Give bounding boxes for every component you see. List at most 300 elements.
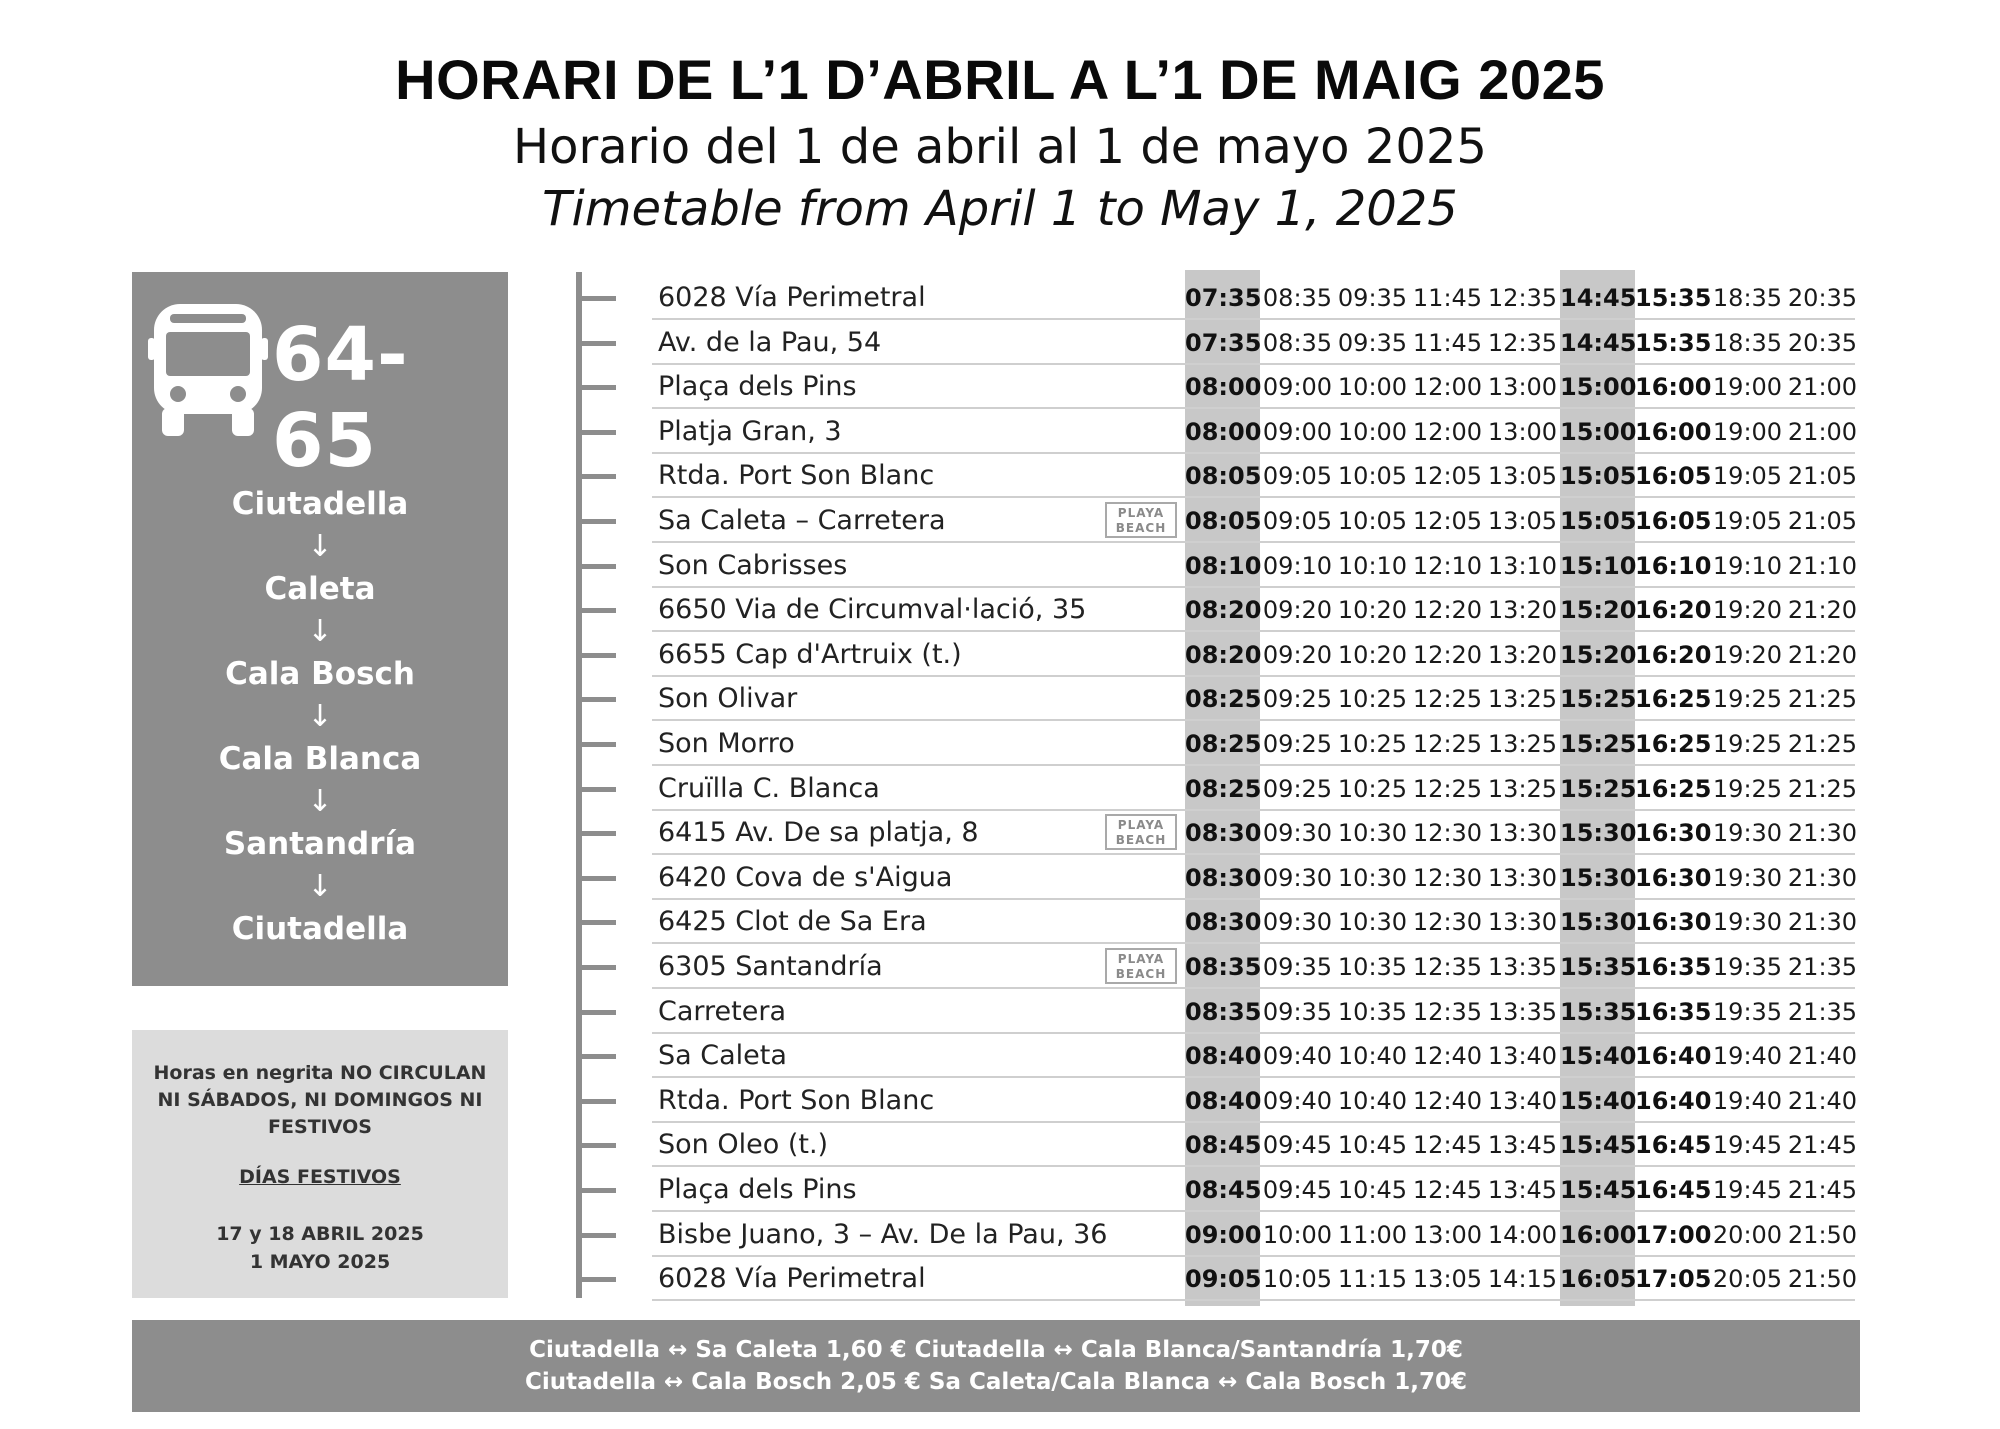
- stop-tick: [576, 385, 616, 390]
- departure-time: 10:05: [1337, 507, 1408, 535]
- departure-time: 07:35: [1185, 284, 1262, 312]
- departure-time: 12:20: [1412, 640, 1483, 669]
- title-catalan: HORARI DE L’1 D’ABRIL A L’1 DE MAIG 2025: [395, 48, 1605, 111]
- departure-time: 15:00: [1560, 373, 1637, 402]
- departure-time: 09:20: [1262, 596, 1333, 625]
- departure-time: 08:40: [1185, 1042, 1262, 1071]
- departure-time: 10:00: [1337, 417, 1408, 446]
- departure-time: 08:00: [1185, 373, 1262, 402]
- table-row: [650, 811, 1858, 855]
- route-stop: Ciutadella: [231, 911, 409, 947]
- departure-time: 14:00: [1487, 1220, 1558, 1249]
- departure-time: 15:25: [1560, 730, 1637, 758]
- departure-time: 19:00: [1712, 373, 1783, 402]
- down-arrow-icon: ↓: [307, 529, 333, 564]
- stop-tick: [576, 519, 616, 524]
- beach-badge-line: BEACH: [1115, 833, 1167, 848]
- bold-hours-notice: Horas en negrita NO CIRCULAN NI SÁBADOS, NI DOMINGOS NI FESTIVOS: [153, 1062, 487, 1138]
- table-row: [650, 945, 1858, 989]
- departure-time: 09:30: [1262, 819, 1333, 848]
- departure-time: 20:35: [1787, 328, 1858, 357]
- fares-line: Ciutadella ↔ Sa Caleta 1,60 € Ciutadella ↔ Cala Blanca/Santandría 1,70€: [529, 1337, 1463, 1363]
- departure-time: 21:25: [1787, 730, 1858, 758]
- departure-time: 16:25: [1635, 685, 1712, 714]
- departure-time: 09:05: [1185, 1265, 1262, 1294]
- down-arrow-icon: ↓: [307, 784, 333, 819]
- departure-time: 14:15: [1487, 1265, 1558, 1294]
- stop-tick: [576, 430, 616, 435]
- stop-name: Sa Caleta – Carretera: [658, 505, 946, 536]
- stop-name: 6028 Vía Perimetral: [658, 282, 926, 313]
- departure-time: 09:45: [1262, 1131, 1333, 1160]
- stop-tick: [576, 697, 616, 702]
- departure-time: 19:30: [1712, 863, 1783, 892]
- departure-time: 16:35: [1635, 997, 1712, 1026]
- departure-time: 09:00: [1185, 1220, 1262, 1249]
- departure-time: 19:20: [1712, 596, 1783, 625]
- departure-time: 19:45: [1712, 1131, 1783, 1160]
- table-row: [650, 722, 1858, 766]
- departure-time: 12:00: [1412, 373, 1483, 402]
- table-row: [650, 454, 1858, 498]
- stop-name: Platja Gran, 3: [658, 415, 842, 447]
- departure-time: 13:25: [1487, 730, 1558, 758]
- departure-time: 21:45: [1787, 1131, 1858, 1160]
- departure-time: 21:40: [1787, 1042, 1858, 1071]
- departure-time: 19:00: [1712, 417, 1783, 446]
- departure-time: 16:40: [1635, 1042, 1712, 1071]
- departure-time: 10:40: [1337, 1086, 1408, 1115]
- departure-time: 20:00: [1712, 1220, 1783, 1249]
- departure-time: 10:20: [1337, 640, 1408, 669]
- departure-time: 19:35: [1712, 953, 1783, 981]
- stop-name: 6650 Via de Circumval·lació, 35: [658, 594, 1087, 626]
- notes-panel: [132, 1030, 508, 1298]
- departure-time: 19:05: [1712, 507, 1783, 535]
- departure-time: 10:25: [1337, 730, 1408, 758]
- stop-name: 6425 Clot de Sa Era: [658, 906, 927, 938]
- departure-time: 14:45: [1560, 284, 1637, 312]
- title-english: Timetable from April 1 to May 1, 2025: [542, 181, 1458, 237]
- departure-time: 16:30: [1635, 819, 1712, 848]
- departure-time: 13:40: [1487, 1042, 1558, 1071]
- departure-time: 19:40: [1712, 1086, 1783, 1115]
- bus-icon: [148, 300, 268, 440]
- stop-name: Plaça dels Pins: [658, 1174, 857, 1205]
- departure-time: 12:30: [1412, 863, 1483, 892]
- down-arrow-icon: ↓: [307, 614, 333, 649]
- departure-time: 13:20: [1487, 596, 1558, 625]
- departure-time: 08:25: [1185, 730, 1262, 758]
- departure-time: 09:10: [1262, 551, 1333, 580]
- departure-time: 09:20: [1262, 640, 1333, 669]
- departure-time: 15:45: [1560, 1131, 1637, 1160]
- beach-badge: [1105, 948, 1177, 984]
- stop-tick: [576, 1233, 616, 1238]
- departure-time: 13:30: [1487, 819, 1558, 848]
- departure-time: 09:00: [1262, 373, 1333, 402]
- departure-time: 21:20: [1787, 596, 1858, 625]
- stop-name: Rtda. Port Son Blanc: [658, 460, 935, 492]
- departure-time: 12:10: [1412, 551, 1483, 580]
- departure-time: 16:45: [1635, 1176, 1712, 1204]
- stop-tick: [576, 787, 616, 792]
- stop-tick: [576, 296, 616, 301]
- departure-time: 15:05: [1560, 462, 1637, 491]
- departure-time: 09:00: [1262, 417, 1333, 446]
- departure-time: 21:40: [1787, 1086, 1858, 1115]
- departure-time: 21:25: [1787, 685, 1858, 714]
- departure-time: 13:10: [1487, 551, 1558, 580]
- stop-name: 6655 Cap d'Artruix (t.): [658, 638, 962, 670]
- departure-time: 16:10: [1635, 551, 1712, 580]
- departure-time: 12:45: [1412, 1176, 1483, 1204]
- departure-time: 13:05: [1487, 507, 1558, 535]
- departure-time: 16:00: [1560, 1220, 1637, 1249]
- departure-time: 09:35: [1262, 997, 1333, 1026]
- stop-tick: [576, 831, 616, 836]
- departure-time: 10:00: [1337, 373, 1408, 402]
- departure-time: 13:30: [1487, 863, 1558, 892]
- departure-time: 09:05: [1262, 507, 1333, 535]
- stop-tick: [576, 1054, 616, 1059]
- table-row: [650, 1168, 1858, 1212]
- route-number: 64-65: [272, 312, 409, 484]
- stop-tick: [576, 341, 616, 346]
- title-spanish: Horario del 1 de abril al 1 de mayo 2025: [513, 119, 1487, 175]
- holiday-date: 1 MAYO 2025: [249, 1251, 391, 1273]
- departure-time: 12:35: [1412, 953, 1483, 981]
- stop-name: Son Cabrisses: [658, 549, 848, 581]
- departure-time: 08:10: [1185, 551, 1262, 580]
- table-row: [650, 1123, 1858, 1167]
- departure-time: 12:25: [1412, 774, 1483, 803]
- departure-time: 11:45: [1412, 328, 1483, 357]
- table-row: [650, 499, 1858, 543]
- stop-name: 6305 Santandría: [658, 951, 883, 982]
- departure-time: 15:00: [1560, 417, 1637, 446]
- departure-time: 13:45: [1487, 1131, 1558, 1160]
- departure-time: 19:30: [1712, 908, 1783, 937]
- stop-tick: [576, 742, 616, 747]
- departure-time: 13:00: [1487, 373, 1558, 402]
- departure-time: 21:25: [1787, 774, 1858, 803]
- departure-time: 15:05: [1560, 507, 1637, 535]
- departure-time: 21:35: [1787, 997, 1858, 1026]
- route-stop: Cala Bosch: [225, 656, 415, 692]
- departure-time: 08:35: [1262, 284, 1333, 312]
- beach-badge-line: BEACH: [1115, 967, 1167, 981]
- beach-badge-line: PLAYA: [1117, 818, 1165, 833]
- table-row: [650, 1079, 1858, 1123]
- departure-time: 13:25: [1487, 774, 1558, 803]
- departure-time: 09:30: [1262, 908, 1333, 937]
- table-row: [650, 321, 1858, 365]
- stop-tick: [576, 608, 616, 613]
- departure-time: 16:30: [1635, 908, 1712, 937]
- departure-time: 15:35: [1560, 953, 1637, 981]
- beach-badge: [1105, 502, 1177, 538]
- stop-tick: [576, 1099, 616, 1104]
- departure-time: 10:35: [1337, 997, 1408, 1026]
- departure-time: 15:40: [1560, 1042, 1637, 1071]
- departure-time: 09:25: [1262, 774, 1333, 803]
- departure-time: 21:35: [1787, 953, 1858, 981]
- departure-time: 08:20: [1185, 596, 1262, 625]
- departure-time: 09:35: [1262, 953, 1333, 981]
- departure-time: 08:40: [1185, 1086, 1262, 1115]
- departure-time: 21:30: [1787, 819, 1858, 848]
- departure-time: 15:10: [1560, 551, 1637, 580]
- stop-name: Bisbe Juano, 3 – Av. De la Pau, 36: [658, 1218, 1108, 1250]
- departure-time: 21:00: [1787, 417, 1858, 446]
- departure-time: 19:25: [1712, 730, 1783, 758]
- beach-badge-line: PLAYA: [1117, 952, 1165, 966]
- departure-time: 08:00: [1185, 417, 1262, 446]
- departure-time: 21:10: [1787, 551, 1858, 580]
- departure-time: 13:35: [1487, 997, 1558, 1026]
- departure-time: 19:45: [1712, 1176, 1783, 1204]
- departure-time: 19:40: [1712, 1042, 1783, 1071]
- departure-time: 12:35: [1487, 284, 1558, 312]
- departure-time: 16:00: [1635, 417, 1712, 446]
- departure-time: 08:25: [1185, 685, 1262, 714]
- departure-time: 16:05: [1635, 462, 1712, 491]
- departure-time: 16:20: [1635, 596, 1712, 625]
- departure-time: 09:30: [1262, 863, 1333, 892]
- departure-time: 16:25: [1635, 774, 1712, 803]
- departure-time: 19:30: [1712, 819, 1783, 848]
- departure-time: 07:35: [1185, 328, 1262, 357]
- departure-time: 15:35: [1560, 997, 1637, 1026]
- beach-badge-line: BEACH: [1115, 521, 1167, 535]
- departure-time: 16:05: [1560, 1265, 1637, 1294]
- departure-time: 12:35: [1487, 328, 1558, 357]
- departure-time: 19:20: [1712, 640, 1783, 669]
- departure-time: 21:30: [1787, 863, 1858, 892]
- departure-time: 21:50: [1787, 1220, 1858, 1249]
- route-stop: Ciutadella: [231, 486, 409, 522]
- departure-time: 15:40: [1560, 1086, 1637, 1115]
- departure-time: 08:30: [1185, 863, 1262, 892]
- departure-time: 20:35: [1787, 284, 1858, 312]
- departure-time: 10:30: [1337, 863, 1408, 892]
- table-row: [650, 856, 1858, 900]
- down-arrow-icon: ↓: [307, 869, 333, 904]
- departure-time: 08:35: [1185, 997, 1262, 1026]
- departure-time: 20:05: [1712, 1265, 1783, 1294]
- holidays-dates: [132, 1220, 508, 1276]
- departure-time: 13:05: [1487, 462, 1558, 491]
- departure-time: 21:05: [1787, 462, 1858, 491]
- stop-name: 6028 Vía Perimetral: [658, 1263, 926, 1295]
- stop-tick: [576, 1188, 616, 1193]
- departure-time: 17:00: [1635, 1220, 1712, 1249]
- stop-name: 6415 Av. De sa platja, 8: [658, 817, 979, 849]
- departure-time: 10:40: [1337, 1042, 1408, 1071]
- departure-time: 10:25: [1337, 685, 1408, 714]
- departure-time: 16:05: [1635, 507, 1712, 535]
- stop-tick: [576, 653, 616, 658]
- departure-time: 21:05: [1787, 507, 1858, 535]
- departure-time: 08:05: [1185, 462, 1262, 491]
- table-row: [650, 1257, 1858, 1301]
- stop-name: 6420 Cova de s'Aigua: [658, 861, 953, 893]
- table-row: [650, 900, 1858, 944]
- holiday-date: 17 y 18 ABRIL 2025: [216, 1223, 424, 1245]
- departure-time: 12:40: [1412, 1042, 1483, 1071]
- departure-time: 15:25: [1560, 685, 1637, 714]
- stop-name: Plaça dels Pins: [658, 371, 857, 403]
- stop-name: Son Olivar: [658, 683, 798, 715]
- departure-time: 14:45: [1560, 328, 1637, 357]
- departure-time: 19:25: [1712, 774, 1783, 803]
- departure-time: 13:45: [1487, 1176, 1558, 1204]
- departure-time: 13:05: [1412, 1265, 1483, 1294]
- departure-time: 10:45: [1337, 1131, 1408, 1160]
- departure-time: 10:20: [1337, 596, 1408, 625]
- departure-time: 12:45: [1412, 1131, 1483, 1160]
- table-row: [650, 276, 1858, 320]
- stop-name: Av. de la Pau, 54: [658, 326, 882, 358]
- departure-time: 16:00: [1635, 373, 1712, 402]
- departure-time: 16:40: [1635, 1086, 1712, 1115]
- departure-time: 15:25: [1560, 774, 1637, 803]
- table-row: [650, 990, 1858, 1034]
- table-row: [650, 767, 1858, 811]
- departure-time: 08:20: [1185, 640, 1262, 669]
- departure-time: 08:25: [1185, 774, 1262, 803]
- table-row: [650, 677, 1858, 721]
- departure-time: 13:00: [1487, 417, 1558, 446]
- departure-time: 19:05: [1712, 462, 1783, 491]
- departure-time: 13:40: [1487, 1086, 1558, 1115]
- stop-name: Son Morro: [658, 728, 795, 759]
- departure-time: 21:50: [1787, 1265, 1858, 1294]
- departure-time: 19:35: [1712, 997, 1783, 1026]
- departure-time: 09:40: [1262, 1042, 1333, 1071]
- stop-name: Cruïlla C. Blanca: [658, 772, 880, 804]
- departure-time: 17:05: [1635, 1265, 1712, 1294]
- departure-time: 12:30: [1412, 819, 1483, 848]
- departure-time: 09:40: [1262, 1086, 1333, 1115]
- departure-time: 16:35: [1635, 953, 1712, 981]
- stop-tick: [576, 564, 616, 569]
- departure-time: 13:30: [1487, 908, 1558, 937]
- departure-time: 10:25: [1337, 774, 1408, 803]
- departure-time: 12:25: [1412, 685, 1483, 714]
- departure-time: 10:00: [1262, 1220, 1333, 1249]
- departure-time: 10:10: [1337, 551, 1408, 580]
- stop-name: Carretera: [658, 995, 786, 1027]
- departure-time: 15:45: [1560, 1176, 1637, 1204]
- stop-name: Rtda. Port Son Blanc: [658, 1084, 935, 1116]
- departure-time: 08:05: [1185, 507, 1262, 535]
- departure-time: 09:25: [1262, 730, 1333, 758]
- departure-time: 15:20: [1560, 640, 1637, 669]
- table-row: [650, 544, 1858, 588]
- stop-tick: [576, 965, 616, 970]
- departure-time: 12:00: [1412, 417, 1483, 446]
- stop-tick: [576, 876, 616, 881]
- departure-time: 19:25: [1712, 685, 1783, 714]
- departure-time: 09:25: [1262, 685, 1333, 714]
- departure-time: 08:45: [1185, 1176, 1262, 1204]
- departure-time: 11:00: [1337, 1220, 1408, 1249]
- departure-time: 16:20: [1635, 640, 1712, 669]
- beach-badge: [1105, 814, 1177, 850]
- departure-time: 15:30: [1560, 819, 1637, 848]
- departure-time: 15:35: [1635, 328, 1712, 357]
- table-row: [650, 410, 1858, 454]
- departure-time: 09:05: [1262, 462, 1333, 491]
- departure-time: 09:35: [1337, 328, 1408, 357]
- route-stop: Caleta: [264, 571, 376, 607]
- departure-time: 12:20: [1412, 596, 1483, 625]
- stop-name: Sa Caleta: [658, 1040, 787, 1072]
- departure-time: 08:30: [1185, 908, 1262, 937]
- departure-time: 12:40: [1412, 1086, 1483, 1115]
- table-row: [650, 1034, 1858, 1078]
- departure-time: 16:45: [1635, 1131, 1712, 1160]
- departure-time: 19:10: [1712, 551, 1783, 580]
- table-row: [650, 588, 1858, 632]
- departure-time: 15:35: [1635, 284, 1712, 312]
- departure-time: 08:30: [1185, 819, 1262, 848]
- stop-tick: [576, 1143, 616, 1148]
- departure-time: 16:25: [1635, 730, 1712, 758]
- departure-time: 16:30: [1635, 863, 1712, 892]
- departure-time: 18:35: [1712, 284, 1783, 312]
- table-row: [650, 633, 1858, 677]
- stop-tick: [576, 920, 616, 925]
- departure-time: 15:30: [1560, 863, 1637, 892]
- departure-time: 13:25: [1487, 685, 1558, 714]
- route-stop-list: [132, 482, 508, 951]
- departure-time: 10:05: [1262, 1265, 1333, 1294]
- table-row: [650, 1213, 1858, 1257]
- departure-time: 21:20: [1787, 640, 1858, 669]
- down-arrow-icon: ↓: [307, 699, 333, 734]
- departure-time: 13:20: [1487, 640, 1558, 669]
- departure-time: 13:00: [1412, 1220, 1483, 1249]
- table-row: [650, 365, 1858, 409]
- departure-time: 12:05: [1412, 462, 1483, 491]
- stop-tick: [576, 1277, 616, 1282]
- fares-line: Ciutadella ↔ Cala Bosch 2,05 € Sa Caleta/Cala Blanca ↔ Cala Bosch 1,70€: [525, 1369, 1467, 1395]
- departure-time: 15:30: [1560, 908, 1637, 937]
- fares-bar: [132, 1320, 1860, 1412]
- departure-time: 10:45: [1337, 1176, 1408, 1204]
- departure-time: 10:35: [1337, 953, 1408, 981]
- departure-time: 12:25: [1412, 730, 1483, 758]
- route-stop: Santandría: [223, 826, 417, 862]
- departure-time: 11:45: [1412, 284, 1483, 312]
- departure-time: 18:35: [1712, 328, 1783, 357]
- departure-time: 09:35: [1337, 284, 1408, 312]
- beach-badge-line: PLAYA: [1117, 506, 1165, 520]
- departure-time: 08:45: [1185, 1131, 1262, 1160]
- departure-time: 10:05: [1337, 462, 1408, 491]
- departure-time: 11:15: [1337, 1265, 1408, 1294]
- stop-tick: [576, 474, 616, 479]
- departure-time: 12:05: [1412, 507, 1483, 535]
- departure-time: 08:35: [1185, 953, 1262, 981]
- departure-time: 09:45: [1262, 1176, 1333, 1204]
- departure-time: 12:30: [1412, 908, 1483, 937]
- route-stop: Cala Blanca: [218, 741, 422, 777]
- departure-time: 10:30: [1337, 819, 1408, 848]
